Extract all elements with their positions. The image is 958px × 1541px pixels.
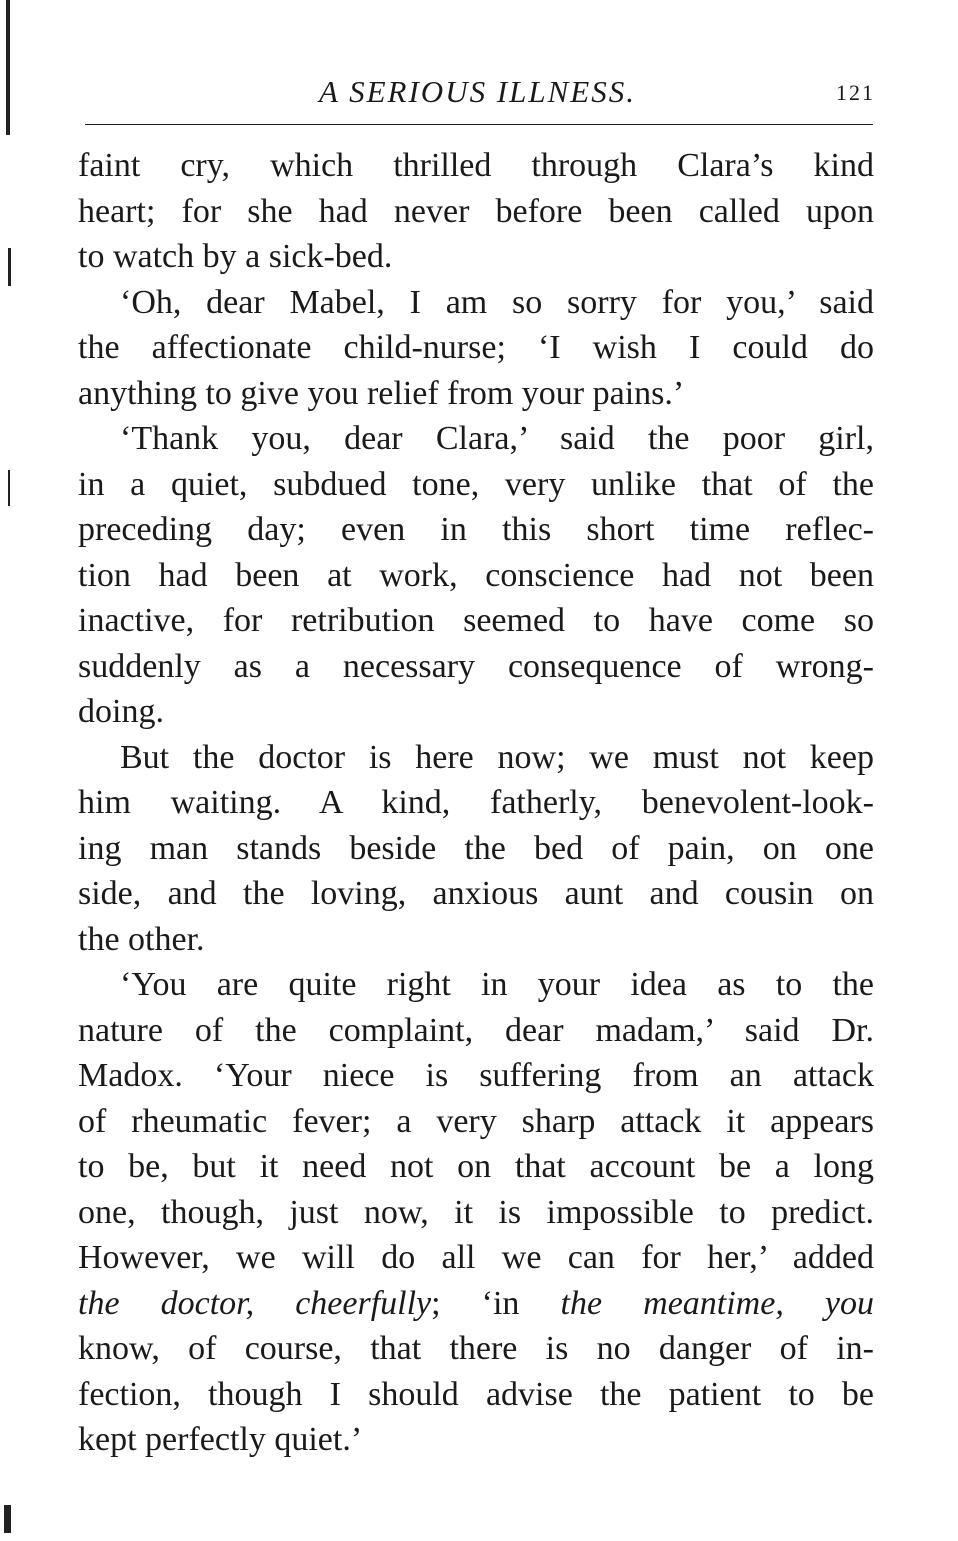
text-line: kept perfectly quiet.’ bbox=[78, 1421, 363, 1458]
emphasis-text: the doctor, cheerfully bbox=[78, 1284, 432, 1322]
header-rule bbox=[85, 124, 873, 125]
text-line: nature of the complaint, dear madam,’ said Dr. bbox=[78, 1011, 874, 1049]
text-line: him waiting. A kind, fatherly, benevolent-look- bbox=[78, 784, 874, 821]
text-line: the doctor, cheerfully; ‘in the meantime, you bbox=[78, 1284, 875, 1322]
text-line: fection, though I should advise the patient to be bbox=[78, 1375, 874, 1413]
text-line: to watch by a sick-bed. bbox=[78, 238, 393, 275]
text-line: But the doctor is here now; we must not keep bbox=[120, 738, 874, 776]
text-line: ‘Thank you, dear Clara,’ said the poor girl, bbox=[120, 420, 874, 457]
text-line: preceding day; even in this short time reflec- bbox=[78, 511, 874, 548]
text-line: the affectionate child-nurse; ‘I wish I could do bbox=[78, 329, 874, 366]
text-line: of rheumatic fever; a very sharp attack it appears bbox=[78, 1102, 874, 1140]
binding-edge-mark bbox=[8, 248, 11, 286]
text-line: ‘You are quite right in your idea as to the bbox=[120, 966, 874, 1003]
body-text bbox=[78, 143, 874, 1463]
page-number: 121 bbox=[836, 80, 875, 105]
text-line: in a quiet, subdued tone, very unlike that of the bbox=[78, 465, 874, 503]
text-line: tion had been at work, conscience had not been bbox=[78, 556, 874, 594]
emphasis-text: the meantime, you bbox=[560, 1284, 875, 1322]
binding-edge-mark bbox=[4, 1505, 11, 1533]
running-head bbox=[80, 70, 875, 110]
text-line: doing. bbox=[78, 693, 164, 730]
text-line: faint cry, which thrilled through Clara’s kind bbox=[78, 147, 874, 184]
binding-edge-mark bbox=[6, 0, 10, 135]
text-line: anything to give you relief from your pains.’ bbox=[78, 374, 685, 412]
text-line: ‘Oh, dear Mabel, I am so sorry for you,’ said bbox=[120, 283, 874, 321]
text-line: suddenly as a necessary consequence of wrong- bbox=[78, 647, 874, 685]
text-line: to be, but it need not on that account be a long bbox=[78, 1148, 874, 1185]
text-line: inactive, for retribution seemed to have come so bbox=[78, 602, 874, 639]
text-line: heart; for she had never before been called upon bbox=[78, 192, 874, 230]
text-line: one, though, just now, it is impossible to predict. bbox=[78, 1193, 874, 1231]
text-line: know, of course, that there is no danger of in- bbox=[78, 1330, 874, 1367]
text-line: ing man stands beside the bed of pain, on one bbox=[78, 829, 874, 867]
text-line: However, we will do all we can for her,’ added bbox=[78, 1239, 874, 1276]
text-line: Madox. ‘Your niece is suffering from an attack bbox=[78, 1057, 874, 1094]
text-line: the other. bbox=[78, 920, 205, 958]
text-line: side, and the loving, anxious aunt and cousin on bbox=[78, 875, 874, 912]
binding-edge-mark bbox=[8, 470, 10, 506]
running-title: A SERIOUS ILLNESS. bbox=[318, 74, 636, 109]
